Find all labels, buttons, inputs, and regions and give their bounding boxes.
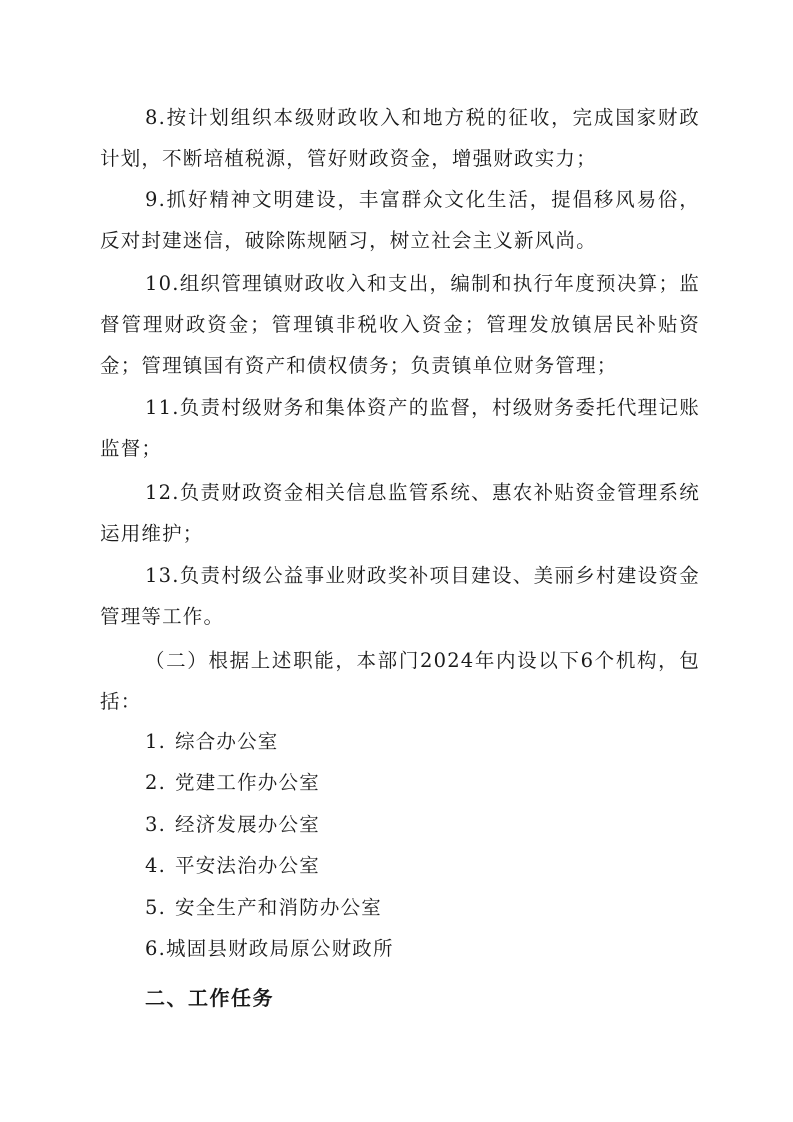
paragraph-item-13: 13.负责村级公益事业财政奖补项目建设、美丽乡村建设资金管理等工作。 — [100, 564, 700, 628]
org-list-item — [145, 768, 320, 798]
org-list-label: 经济发展办公室 — [175, 813, 320, 836]
org-list-label: 党建工作办公室 — [175, 771, 320, 794]
org-list-item — [145, 727, 279, 757]
org-list-item — [145, 893, 382, 923]
org-list-label: 安全生产和消防办公室 — [175, 896, 383, 919]
org-list-item-6: 6.城固县财政局原公财政所 — [145, 937, 394, 960]
section-heading: 二、工作任务 — [145, 986, 274, 1010]
paragraph-item-12: 12.负责财政资金相关信息监管系统、惠农补贴资金管理系统运用维护； — [100, 481, 700, 545]
paragraph-item-9: 9.抓好精神文明建设，丰富群众文化生活，提倡移风易俗，反对封建迷信，破除陈规陋习，树立社会主义新风尚。 — [100, 188, 700, 252]
paragraph-item-10: 10.组织管理镇财政收入和支出，编制和执行年度预决算；监督管理财政资金；管理镇非税收入资金；管理发放镇居民补贴资金；管理镇国有资产和债权债务；负责镇单位财务管理； — [100, 272, 700, 377]
org-list-number: 4. — [145, 854, 167, 877]
org-list-item — [145, 851, 320, 881]
org-list-number: 2. — [145, 771, 167, 794]
org-list-number: 1. — [145, 730, 167, 753]
org-list-number: 5. — [145, 896, 167, 919]
paragraph-item-11: 11.负责村级财务和集体资产的监督，村级财务委托代理记账监督； — [100, 396, 700, 460]
paragraph-item-8: 8.按计划组织本级财政收入和地方税的征收，完成国家财政计划，不断培植税源，管好财政资金，增强财政实力； — [100, 106, 700, 170]
org-list-label: 综合办公室 — [175, 730, 279, 753]
org-list-number: 3. — [145, 813, 167, 836]
paragraph-org-intro: （二）根据上述职能，本部门2024年内设以下6个机构，包括： — [100, 649, 700, 713]
org-list-item — [145, 810, 320, 840]
org-list-label: 平安法治办公室 — [175, 854, 320, 877]
